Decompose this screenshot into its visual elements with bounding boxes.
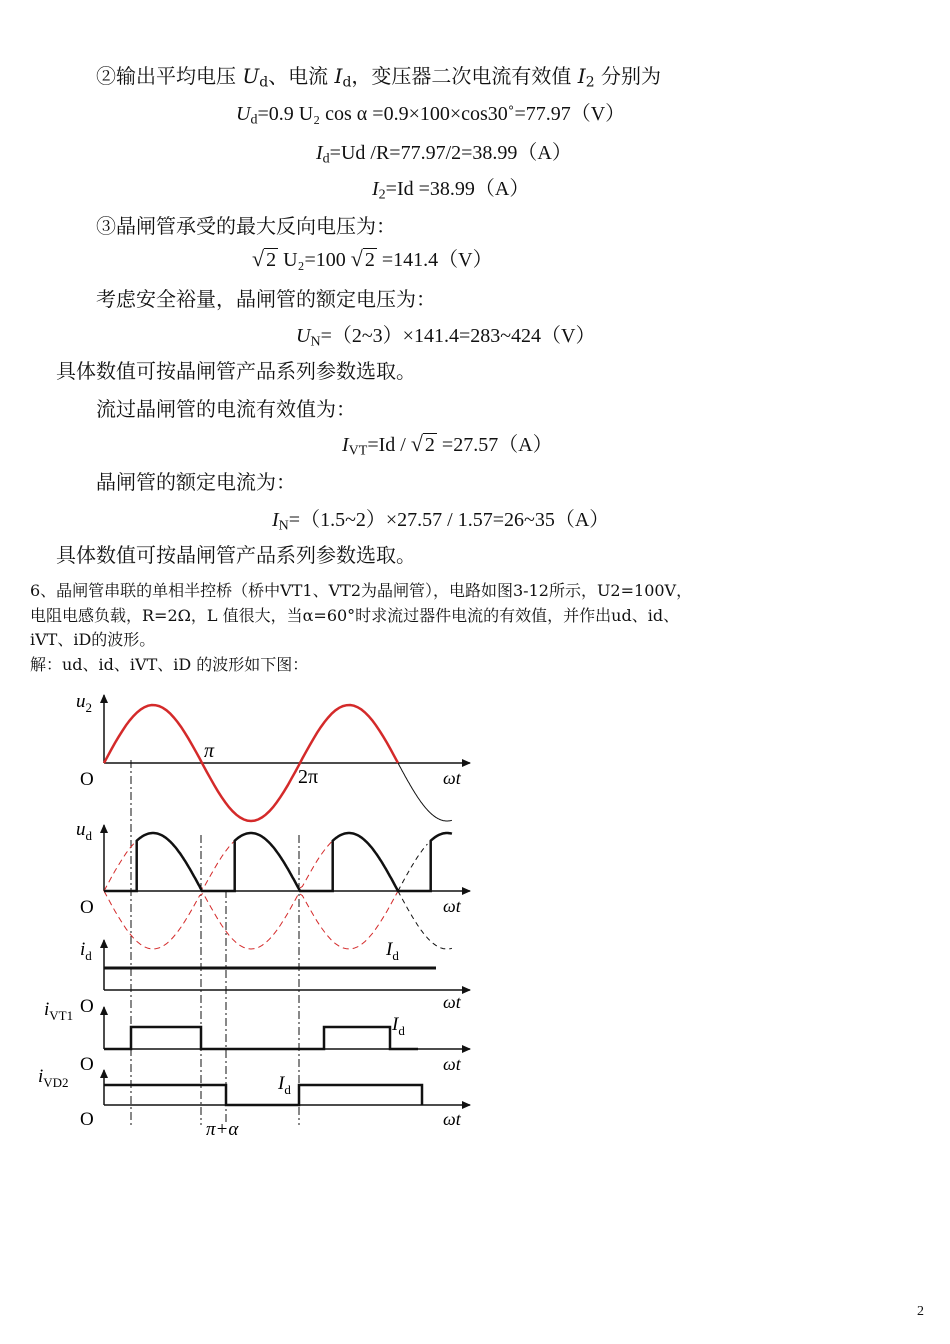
q6-line2: 电阻电感负载，R=2Ω，L 值很大，当α=60°时求流过器件电流的有效值，并作出ud、id、 [30, 606, 680, 625]
waveform-diagram [30, 685, 480, 1145]
p2-intro: ②输出平均电压 $U_d$、电流 $I_d$，变压器二次电流有效值 $I_2$ 分别为 [96, 64, 661, 91]
wt-label: ωt [443, 1054, 461, 1074]
u2-plot [76, 691, 470, 821]
origin-label: O [80, 1109, 94, 1130]
Id-label: $I_d$ [386, 939, 399, 963]
Id-label: $I_d$ [392, 1014, 405, 1038]
ivt1-label: $i_{VT1}$ [44, 999, 74, 1023]
id-plot [80, 939, 470, 1017]
eq-un: $U_N=(2\sim 3)\times 141.4=283\sim 424(V)$ [296, 325, 596, 350]
eq-id: $I_d=Ud$ /R=77.97/2=38.99（A） [316, 142, 572, 167]
ud-label: $u_d$ [76, 819, 92, 843]
u2-label: $u_2$ [76, 691, 92, 715]
q6-line1: 6、晶闸管串联的单相半控桥（桥中VT1、VT2为晶闸管），电路如图3-12所示，U2=100V， [30, 581, 693, 600]
p3-ivt-title: 流过晶闸管的电流有效值为： [96, 397, 356, 421]
origin-label: O [80, 897, 94, 918]
guide-lines [131, 760, 299, 1125]
wt-label: ωt [443, 768, 461, 788]
eq-i2: $I_2=Id =38.99(A)$ [372, 178, 530, 203]
ud-curve [104, 833, 452, 891]
q6-line3: iVT、iD的波形。 [30, 630, 156, 649]
pi-plus-alpha-label: π+α [206, 1119, 239, 1140]
pi-label: π [204, 740, 215, 762]
p3-select2: 具体数值可按晶闸管产品系列参数选取。 [56, 543, 416, 567]
ivd2-waveform [104, 1085, 422, 1105]
p3-select: 具体数值可按晶闸管产品系列参数选取。 [56, 359, 416, 383]
Id-label: $I_d$ [278, 1073, 291, 1097]
two-pi-label: 2π [298, 766, 319, 788]
p3-in-title: 晶闸管的额定电流为： [96, 470, 296, 494]
origin-label: O [80, 769, 94, 790]
ivt1-plot [44, 999, 470, 1075]
eq-in: $I_N=(1.5\sim 2)\times 27.57$ / 1.57=26~35（A） [272, 509, 610, 534]
id-label: $i_d$ [80, 939, 92, 963]
q6-answer: 解：ud、id、iVT、iD 的波形如下图： [30, 655, 309, 674]
origin-label: O [80, 996, 94, 1017]
p3-title: ③晶闸管承受的最大反向电压为： [96, 214, 396, 238]
eq-ud: $U_d=0.9$ U₂ cos α =0.9×100×cos30˚=77.97（V） [236, 103, 626, 128]
wt-label: ωt [443, 992, 461, 1012]
ud-plot [76, 819, 470, 949]
ivd2-label: $i_{VD2}$ [38, 1066, 69, 1090]
eq-ivt: $I_{VT}=Id$ / √ 2 =27.57（A） [342, 431, 553, 459]
eq-vmax: √ 2 U₂=100 √ 2 =141.4（V） [252, 246, 493, 271]
wt-label: ωt [443, 1109, 461, 1129]
page-number: 2 [917, 1304, 924, 1319]
origin-label: O [80, 1054, 94, 1075]
ivt1-waveform [104, 1027, 418, 1049]
ivd2-plot [38, 1066, 470, 1140]
p3-margin: 考虑安全裕量，晶闸管的额定电压为： [96, 287, 436, 311]
sqrt-symbol: √ 2 [252, 246, 277, 271]
wt-label: ωt [443, 896, 461, 916]
